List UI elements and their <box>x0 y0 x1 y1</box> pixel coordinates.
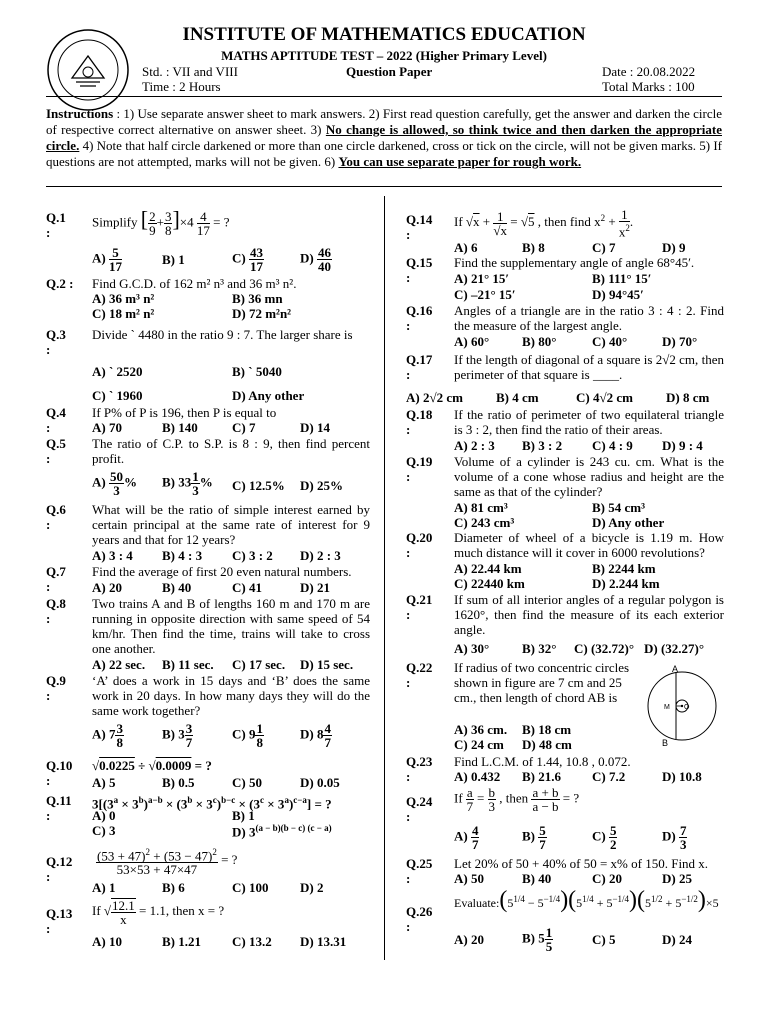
institute-title: INSTITUTE OF MATHEMATICS EDUCATION <box>182 24 586 45</box>
question-text: If the ratio of perimeter of two equilateral triangle is 3 : 2, then find the ratio of their areas. <box>454 407 724 437</box>
q24-option-c: C) $\frac{5}{2}$ <box>592 823 617 852</box>
instructions-label: Instructions <box>46 106 114 121</box>
question-number: Q.11 : <box>46 793 72 823</box>
q21-option-c: C) (32.72)° <box>574 641 635 656</box>
q7-option-b: B) 40 <box>162 580 192 595</box>
q20-option-b: B) 2244 km <box>592 561 656 576</box>
q14-option-b: B) 8 <box>522 240 545 255</box>
q25-option-b: B) 40 <box>522 871 552 886</box>
question-text: Find the average of first 20 even natural numbers. <box>92 564 352 579</box>
q11-option-d: D) $3^{(a - b)(b - c) (c - a)}$ <box>232 823 332 840</box>
question-number: Q.24 : <box>406 794 433 824</box>
exam-time: Time : 2 Hours <box>142 79 221 94</box>
question-number: Q.8 : <box>46 596 66 626</box>
q21-option-d: D) (32.27)° <box>644 641 705 656</box>
q23-option-d: D) 10.8 <box>662 769 702 784</box>
question-text: The ratio of C.P. to S.P. is 8 : 9, then find percent profit. <box>92 436 370 466</box>
q17-option-d: D) 8 cm <box>666 390 710 405</box>
q21-option-a: A) 30° <box>454 641 490 656</box>
q22-option-c: C) 24 cm <box>454 737 504 752</box>
q13-option-a: A) 10 <box>92 934 122 949</box>
question-text: If sum of all interior angles of a regular polygon is 1620°, then find the measure of its each exterior angle. <box>454 592 724 637</box>
q19-option-d: D) Any other <box>592 515 665 530</box>
q15-option-a: A) 21° 15′ <box>454 271 510 286</box>
q26-option-a: A) 20 <box>454 932 484 947</box>
question-number: Q.12 : <box>46 854 73 884</box>
instructions-divider <box>46 186 722 187</box>
q7-option-d: D) 21 <box>300 580 330 595</box>
q15-option-b: B) 111° 15′ <box>592 271 652 286</box>
question-text: Find G.C.D. of 162 m² n³ and 36 m³ n². <box>92 276 297 291</box>
question-number: Q.3 : <box>46 327 66 357</box>
q16-option-a: A) 60° <box>454 334 490 349</box>
q9-option-a: A) 7 $\frac{3}{8}$ <box>92 721 123 750</box>
q20-option-a: A) 22.44 km <box>454 561 522 576</box>
q8-option-c: C) 17 sec. <box>232 657 286 672</box>
q18-option-a: A) 2 : 3 <box>454 438 495 453</box>
instructions-bold-1: No change is allowed, so think twice and then darken the appropriate circle. <box>46 122 722 153</box>
q20-option-d: D) 2.244 km <box>592 576 660 591</box>
question-text: Find the supplementary angle of angle 68°45′. <box>454 255 695 270</box>
q2-option-b: B) 36 mn <box>232 291 283 306</box>
q18-option-d: D) 9 : 4 <box>662 438 703 453</box>
q23-option-b: B) 21.6 <box>522 769 561 784</box>
question-text: Two trains A and B of lengths 160 m and 170 m are running in opposite direction with same speed of 54 km/hr. Then find the time, trains will take to cross one another. <box>92 596 370 656</box>
q7-option-a: A) 20 <box>92 580 122 595</box>
question-number: Q.2 : <box>46 276 74 291</box>
question-text: Simplify [ $\frac{2}{9}$ + $\frac{3}{8}$ ]×4 $\frac{4}{17}$ = ? <box>92 206 230 238</box>
q1-option-c: C) $\frac{43}{17}$ <box>232 245 263 274</box>
q24-option-b: B) $\frac{5}{7}$ <box>522 823 546 852</box>
q25-option-a: A) 50 <box>454 871 484 886</box>
q16-option-c: C) 40° <box>592 334 628 349</box>
q15-option-c: C) –21° 15′ <box>454 287 516 302</box>
q20-option-c: C) 22440 km <box>454 576 525 591</box>
total-marks: Total Marks : 100 <box>602 79 695 94</box>
q4-option-a: A) 70 <box>92 420 122 435</box>
q1-option-a: A) $\frac{5}{17}$ <box>92 245 122 274</box>
q19-option-a: A) 81 cm³ <box>454 500 508 515</box>
q8-option-a: A) 22 sec. <box>92 657 146 672</box>
exam-date: Date : 20.08.2022 <box>602 64 696 79</box>
question-number: Q.5 : <box>46 436 66 466</box>
q1-option-b: B) 1 <box>162 252 185 267</box>
question-number: Q.1 : <box>46 210 66 240</box>
q12-option-d: D) 2 <box>300 880 324 895</box>
q9-option-d: D) 8 $\frac{4}{7}$ <box>300 721 331 750</box>
question-text: Angles of a triangle are in the ratio 3 : 4 : 2. Find the measure of the largest angle. <box>454 303 724 333</box>
q10-option-a: A) 5 <box>92 775 116 790</box>
header-divider <box>46 96 722 97</box>
q11-option-a: A) 0 <box>92 808 116 823</box>
q17-option-b: B) 4 cm <box>496 390 539 405</box>
q15-option-d: D) 94°45′ <box>592 287 644 302</box>
q21-option-b: B) 32° <box>522 641 557 656</box>
question-number: Q.19 : <box>406 454 433 484</box>
q3-option-d: D) Any other <box>232 388 305 403</box>
q5-option-b: B) 33 $\frac{1}{3}$ % <box>162 469 213 498</box>
point-m-label: M <box>664 704 670 711</box>
q4-option-d: D) 14 <box>300 420 330 435</box>
q5-option-a: A) $\frac{50}{3}$ % <box>92 469 137 498</box>
question-text: If the length of diagonal of a square is 2√2 cm, then perimeter of that square is ____. <box>454 352 724 382</box>
question-text: √0.0225 ÷ √0.0009 = ? <box>92 758 212 773</box>
q6-option-a: A) 3 : 4 <box>92 548 133 563</box>
point-b-label: B <box>662 738 669 748</box>
question-text: Divide ` 4480 in the ratio 9 : 7. The larger share is <box>92 327 353 342</box>
q2-option-d: D) 72 m²n² <box>232 306 292 321</box>
q14-option-c: C) 7 <box>592 240 616 255</box>
q16-option-b: B) 80° <box>522 334 557 349</box>
q22-option-d: D) 48 cm <box>522 737 572 752</box>
q26-option-c: C) 5 <box>592 932 616 947</box>
question-text: What will be the ratio of simple interest earned by certain principal at the same rate of interest for 9 years and that for 12 years? <box>92 502 370 547</box>
question-number: Q.20 : <box>406 530 433 560</box>
q7-option-c: C) 41 <box>232 580 262 595</box>
q9-option-b: B) 3 $\frac{3}{7}$ <box>162 721 193 750</box>
point-a-label: A <box>672 664 679 674</box>
q4-option-c: C) 7 <box>232 420 256 435</box>
q25-option-d: D) 25 <box>662 871 692 886</box>
q2-option-c: C) 18 m² n² <box>92 306 155 321</box>
standard-text: Std. : VII and VIII <box>142 64 238 79</box>
q22-option-a: A) 36 cm. <box>454 722 508 737</box>
q9-option-c: C) 9 $\frac{1}{8}$ <box>232 721 263 750</box>
instructions-bold-2: You can use separate paper for rough work. <box>338 154 582 169</box>
q8-option-d: D) 15 sec. <box>300 657 354 672</box>
q13-option-b: B) 1.21 <box>162 934 201 949</box>
q23-option-c: C) 7.2 <box>592 769 626 784</box>
question-text: Diameter of wheel of a bicycle is 1.19 m. How much distance will it cover in 6000 revolutions? <box>454 530 724 560</box>
question-text: If √ $\frac{12.1}{x}$ = 1.1, then x = ? <box>92 898 225 927</box>
q19-option-c: C) 243 cm³ <box>454 515 515 530</box>
question-text: Volume of a cylinder is 243 cu. cm. What is the volume of a cone whose radius and height are the same as that of the cylinder? <box>454 454 724 499</box>
question-number: Q.22 : <box>406 660 433 690</box>
q14-option-a: A) 6 <box>454 240 478 255</box>
question-text: $\frac{(53 + 47)^2 + (53 - 47)^2}{53\times 53 + 47\times 47}$ = ? <box>97 847 238 878</box>
q17-option-a: A) 2√2 cm <box>406 390 463 405</box>
question-number: Q.9 : <box>46 673 66 703</box>
question-number: Q.13 : <box>46 906 73 936</box>
q6-option-c: C) 3 : 2 <box>232 548 273 563</box>
q18-option-b: B) 3 : 2 <box>522 438 563 453</box>
q24-option-d: D) $\frac{7}{3}$ <box>662 823 687 852</box>
question-number: Q.23 : <box>406 754 433 784</box>
question-number: Q.18 : <box>406 407 433 437</box>
question-text: $3[(3^a \times 3^b)^{a-b} \times (3^b \times 3^c)^{b-c} \times (3^c \times 3^a)^{c-a}]$ = ? <box>92 795 332 812</box>
q11-option-c: C) 3 <box>92 823 116 838</box>
q10-option-c: C) 50 <box>232 775 262 790</box>
question-number: Q.16 : <box>406 303 433 333</box>
q5-option-d: D) 25% <box>300 478 343 493</box>
question-number: Q.17 : <box>406 352 433 382</box>
q26-option-b: B) 5 $\frac{1}{5}$ <box>522 925 553 954</box>
test-name: MATHS APTITUDE TEST – 2022 (Higher Primary Level) <box>221 48 547 63</box>
q8-option-b: B) 11 sec. <box>162 657 214 672</box>
point-o-label: O <box>684 704 690 711</box>
q1-verb: Simplify <box>92 214 138 230</box>
q24-option-a: A) $\frac{4}{7}$ <box>454 823 479 852</box>
q23-option-a: A) 0.432 <box>454 769 501 784</box>
q14-option-d: D) 9 <box>662 240 686 255</box>
instructions-block <box>46 106 722 170</box>
question-text: If $\frac{a}{7}$ = $\frac{b}{3}$ , then $\frac{a + b}{a - b}$ = ? <box>454 785 580 814</box>
q12-option-b: B) 6 <box>162 880 185 895</box>
q22-option-b: B) 18 cm <box>522 722 572 737</box>
q26-verb: Evaluate: <box>454 896 500 910</box>
question-text: If P% of P is 196, then P is equal to <box>92 405 277 420</box>
column-divider <box>384 196 385 960</box>
q16-option-d: D) 70° <box>662 334 698 349</box>
question-number: Q.25 : <box>406 856 433 886</box>
q26-option-d: D) 24 <box>662 932 692 947</box>
concentric-circles-figure <box>646 664 726 748</box>
question-number: Q.4 : <box>46 405 66 435</box>
question-text: If √x + $\frac{1}{√x}$ = √5 , then find $x^2$ + $\frac{1}{x^2}$ . <box>454 207 634 240</box>
instructions-part-1: : 1) Use separate answer sheet to mark answers. 2) First read question carefully, get the answer and darken the circle of respective correct alternative on answer sheet. 3) <box>46 106 722 137</box>
q6-option-b: B) 4 : 3 <box>162 548 203 563</box>
q3-option-b: B) ` 5040 <box>232 364 282 379</box>
q12-option-a: A) 1 <box>92 880 116 895</box>
q3-option-c: C) ` 1960 <box>92 388 143 403</box>
instructions-part-2: 4) Note that half circle darkened or more than one circle darkened, cross or tick on the circle, will not be given marks. 5) If questions are not attempted, marks will not be given. 6) <box>46 138 722 169</box>
q19-option-b: B) 54 cm³ <box>592 500 645 515</box>
question-number: Q.10 : <box>46 758 73 788</box>
question-text: Let 20% of 50 + 40% of 50 = x% of 150. Find x. <box>454 856 709 871</box>
question-number: Q.21 : <box>406 592 433 622</box>
q12-option-c: C) 100 <box>232 880 269 895</box>
q4-option-b: B) 140 <box>162 420 198 435</box>
paper-header <box>46 22 722 94</box>
q5-option-c: C) 12.5% <box>232 478 285 493</box>
question-number: Q.15 : <box>406 255 433 285</box>
question-number: Q.14 : <box>406 212 433 242</box>
q13-option-c: C) 13.2 <box>232 934 272 949</box>
question-text: $Evaluate:(5^{1/4} - 5^{-1/4})(5^{1/4} + 5^{-1/4})(5^{1/2} + 5^{-1/2})\times 5$ <box>454 887 719 913</box>
question-number: Q.7 : <box>46 564 66 594</box>
q17-option-c: C) 4√2 cm <box>576 390 633 405</box>
q10-option-d: D) 0.05 <box>300 775 340 790</box>
question-number: Q.26 : <box>406 904 433 934</box>
question-text: ‘A’ does a work in 15 days and ‘B’ does the same work in 20 days. In how many days they will do the same work together? <box>92 673 370 718</box>
q6-option-d: D) 2 : 3 <box>300 548 341 563</box>
q2-option-a: A) 36 m³ n² <box>92 291 155 306</box>
paper-type: Question Paper <box>346 64 433 79</box>
q18-option-c: C) 4 : 9 <box>592 438 633 453</box>
q11-option-b: B) 1 <box>232 808 255 823</box>
q1-option-d: D) $\frac{46}{40}$ <box>300 245 331 274</box>
question-text: Find L.C.M. of 1.44, 10.8 , 0.072. <box>454 754 631 769</box>
q13-option-d: D) 13.31 <box>300 934 347 949</box>
question-text: If radius of two concentric circles shown in figure are 7 cm and 25 cm., then length of chord AB is <box>454 660 630 705</box>
question-number: Q.6 : <box>46 502 66 532</box>
q3-option-a: A) ` 2520 <box>92 364 143 379</box>
q10-option-b: B) 0.5 <box>162 775 195 790</box>
q25-option-c: C) 20 <box>592 871 622 886</box>
